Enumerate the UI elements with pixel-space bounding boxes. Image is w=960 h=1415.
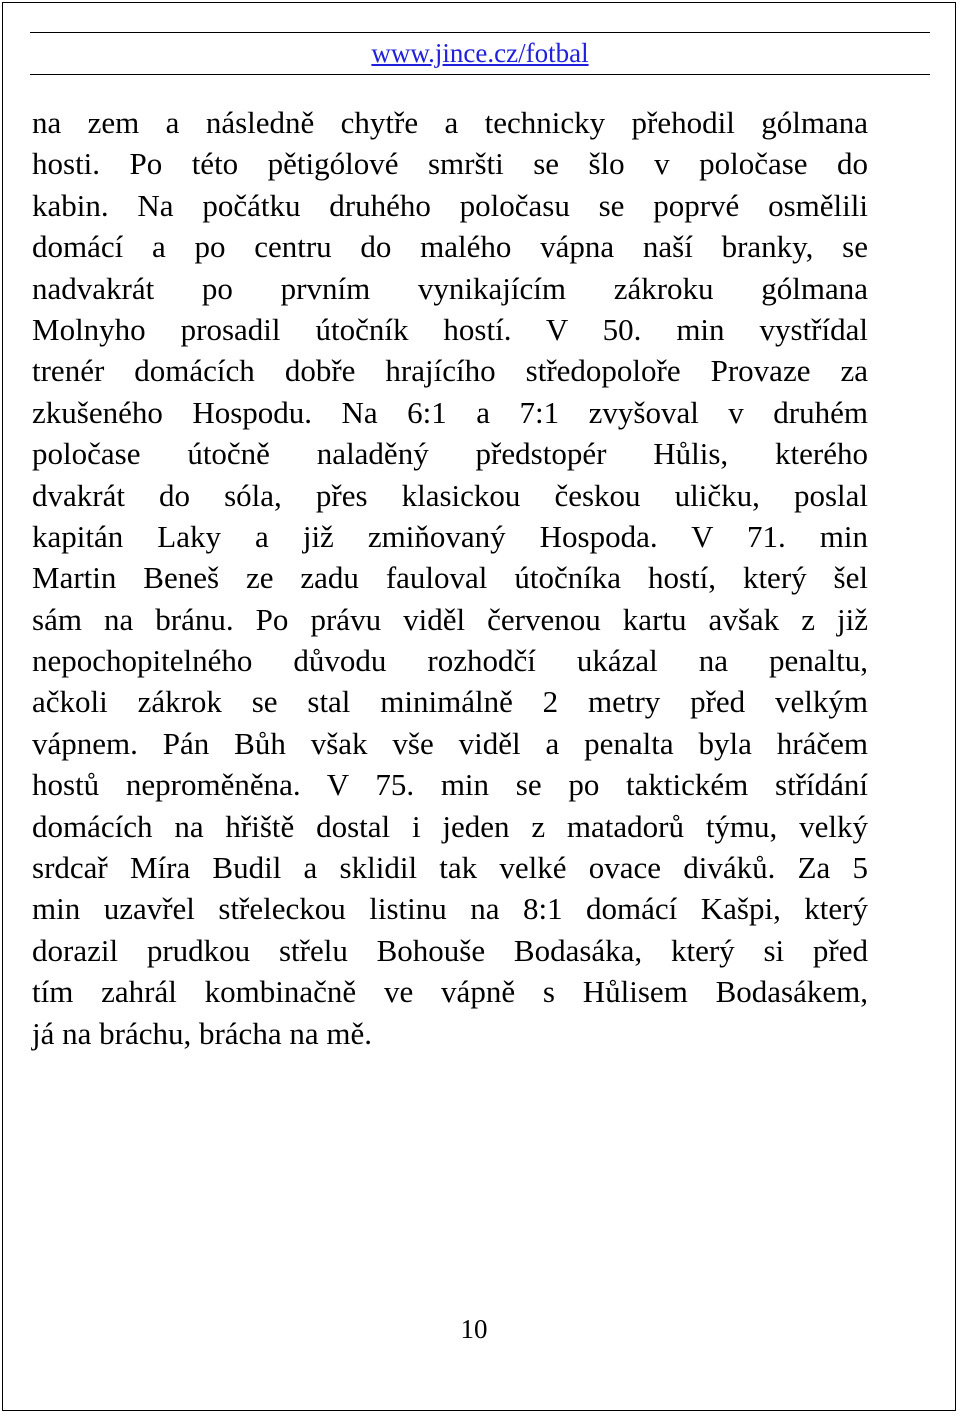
body-line: ačkoli zákrok se stal minimálně 2 metry před velkým bbox=[32, 684, 868, 720]
body-line: hostů neproměněna. V 75. min se po taktickém střídání bbox=[32, 767, 868, 803]
body-line: min uzavřel střeleckou listinu na 8:1 domácí Kašpi, který bbox=[32, 891, 868, 927]
article-body bbox=[32, 102, 868, 1054]
body-line: Molnyho prosadil útočník hostí. V 50. min vystřídal bbox=[32, 311, 868, 347]
body-line: Martin Beneš ze zadu fauloval útočníka hostí, který šel bbox=[32, 560, 868, 596]
body-line: nadvakrát po prvním vynikajícím zákroku gólmana bbox=[32, 270, 868, 306]
header-rule-bottom bbox=[30, 74, 930, 75]
body-line: domácích na hřiště dostal i jeden z matadorů týmu, velký bbox=[32, 808, 868, 844]
body-line: srdcař Míra Budil a sklidil tak velké ovace diváků. Za 5 bbox=[32, 850, 868, 886]
body-line: na zem a následně chytře a technicky přehodil gólmana bbox=[32, 105, 868, 140]
body-line: tím zahrál kombinačně ve vápně s Hůlisem Bodasákem, bbox=[32, 974, 868, 1010]
body-line: dorazil prudkou střelu Bohouše Bodasáka, který si před bbox=[32, 932, 868, 968]
body-line: hosti. Po této pětigólové smršti se šlo v poločase do bbox=[32, 146, 868, 182]
body-line: dvakrát do sóla, přes klasickou českou uličku, poslal bbox=[32, 477, 868, 513]
body-line: kabin. Na počátku druhého poločasu se poprvé osmělili bbox=[32, 187, 868, 223]
header-rule-top bbox=[30, 32, 930, 33]
body-line: kapitán Laky a již zmiňovaný Hospoda. V 71. min bbox=[32, 518, 868, 554]
body-line: sám na bránu. Po právu viděl červenou kartu avšak z již bbox=[32, 601, 868, 637]
body-line: já na bráchu, brácha na mě. bbox=[32, 1015, 372, 1051]
body-line: vápnem. Pán Bůh však vše viděl a penalta byla hráčem bbox=[32, 725, 868, 761]
page-number: 10 bbox=[460, 1314, 488, 1344]
body-line: trenér domácích dobře hrajícího středopoloře Provaze za bbox=[32, 353, 868, 389]
body-line: zkušeného Hospodu. Na 6:1 a 7:1 zvyšoval v druhém bbox=[32, 394, 868, 430]
body-line: poločase útočně naladěný předstopér Hůlis, kterého bbox=[32, 436, 868, 472]
body-line: nepochopitelného důvodu rozhodčí ukázal na penaltu, bbox=[32, 643, 868, 679]
body-line: domácí a po centru do malého vápna naší branky, se bbox=[32, 229, 868, 265]
site-link[interactable]: www.jince.cz/fotbal bbox=[371, 38, 589, 68]
